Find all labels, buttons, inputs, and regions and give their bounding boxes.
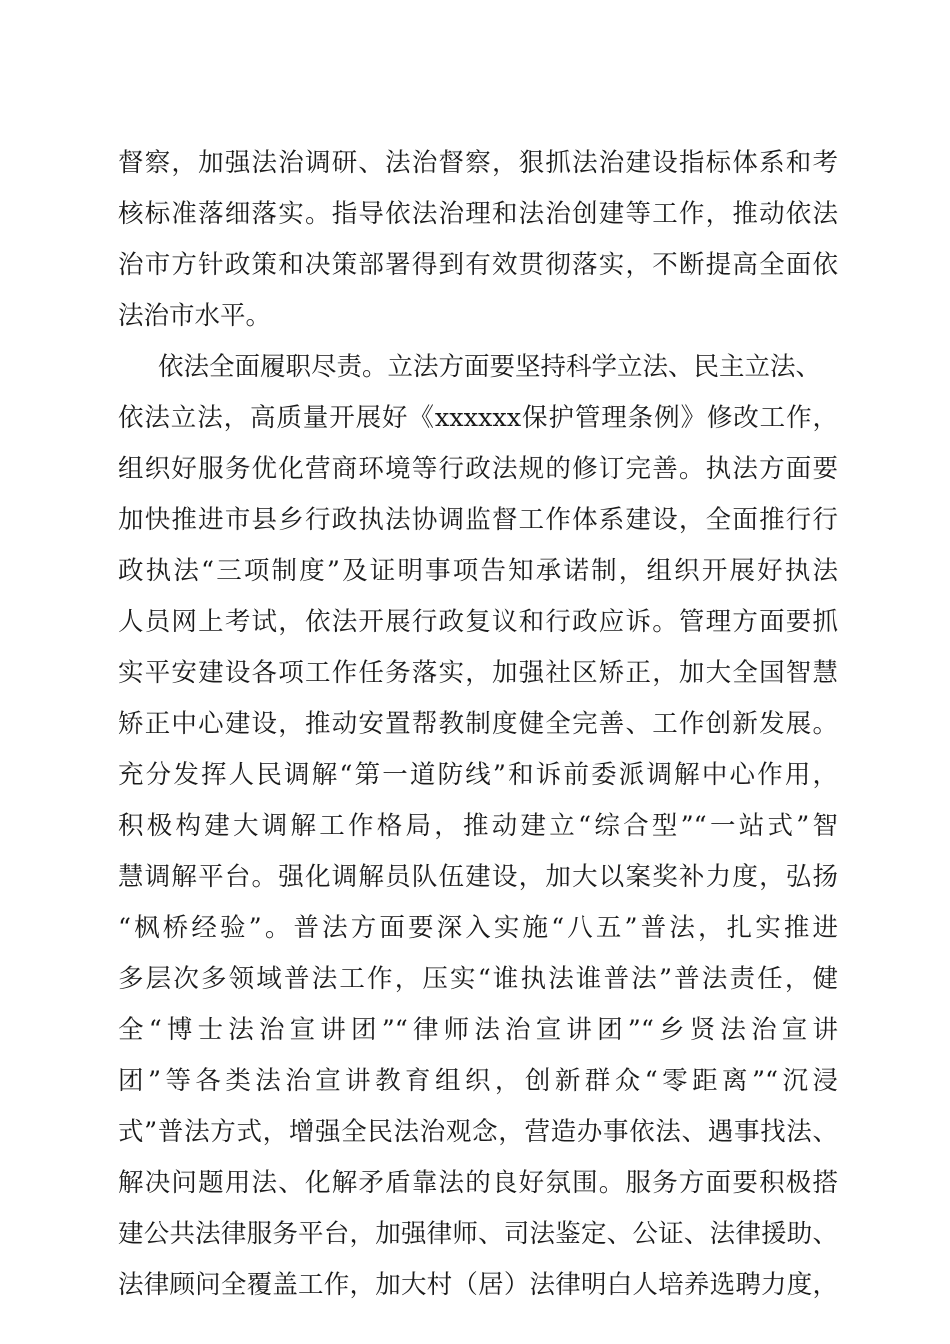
text-line: 治市方针政策和决策部署得到有效贯彻落实，不断提高全面依 xyxy=(118,250,838,280)
text-line: 法律顾问全覆盖工作，加大村（居）法律明白人培养选聘力度， xyxy=(118,1270,838,1300)
text-line: 式”普法方式，增强全民法治观念，营造办事依法、遇事找法、 xyxy=(118,1117,838,1147)
text-line: 法治市水平。 xyxy=(118,301,272,331)
text-line: 充分发挥人民调解“第一道防线”和诉前委派调解中心作用， xyxy=(118,760,838,790)
text-line: 依法全面履职尽责。立法方面要坚持科学立法、民主立法、 xyxy=(158,352,822,382)
text-line: 矫正中心建设，推动安置帮教制度健全完善、工作创新发展。 xyxy=(118,709,838,739)
text-line: 加快推进市县乡行政执法协调监督工作体系建设，全面推行行 xyxy=(118,505,838,535)
text-line: 督察，加强法治调研、法治督察，狠抓法治建设指标体系和考 xyxy=(118,148,838,178)
text-line: 依法立法，高质量开展好《xxxxxx保护管理条例》修改工作， xyxy=(118,403,838,433)
text-line: 组织好服务优化营商环境等行政法规的修订完善。执法方面要 xyxy=(118,454,838,484)
text-line: 多层次多领域普法工作，压实“谁执法谁普法”普法责任，健 xyxy=(118,964,838,994)
text-line: 慧调解平台。强化调解员队伍建设，加大以案奖补力度，弘扬 xyxy=(118,862,838,892)
text-line: 政执法“三项制度”及证明事项告知承诺制，组织开展好执法 xyxy=(118,556,838,586)
text-line: 人员网上考试，依法开展行政复议和行政应诉。管理方面要抓 xyxy=(118,607,838,637)
text-line: 核标准落细落实。指导依法治理和法治创建等工作，推动依法 xyxy=(118,199,838,229)
text-line: “枫桥经验”。普法方面要深入实施“八五”普法，扎实推进 xyxy=(118,913,838,943)
text-line: 建公共法律服务平台，加强律师、司法鉴定、公证、法律援助、 xyxy=(118,1219,838,1249)
text-line: 全“博士法治宣讲团”“律师法治宣讲团”“乡贤法治宣讲 xyxy=(118,1015,838,1045)
text-line: 实平安建设各项工作任务落实，加强社区矫正，加大全国智慧 xyxy=(118,658,838,688)
body-text xyxy=(118,138,838,1311)
text-line: 团”等各类法治宣讲教育组织，创新群众“零距离”“沉浸 xyxy=(118,1066,838,1096)
text-line: 积极构建大调解工作格局，推动建立“综合型”“一站式”智 xyxy=(118,811,838,841)
text-line: 解决问题用法、化解矛盾靠法的良好氛围。服务方面要积极搭 xyxy=(118,1168,838,1198)
